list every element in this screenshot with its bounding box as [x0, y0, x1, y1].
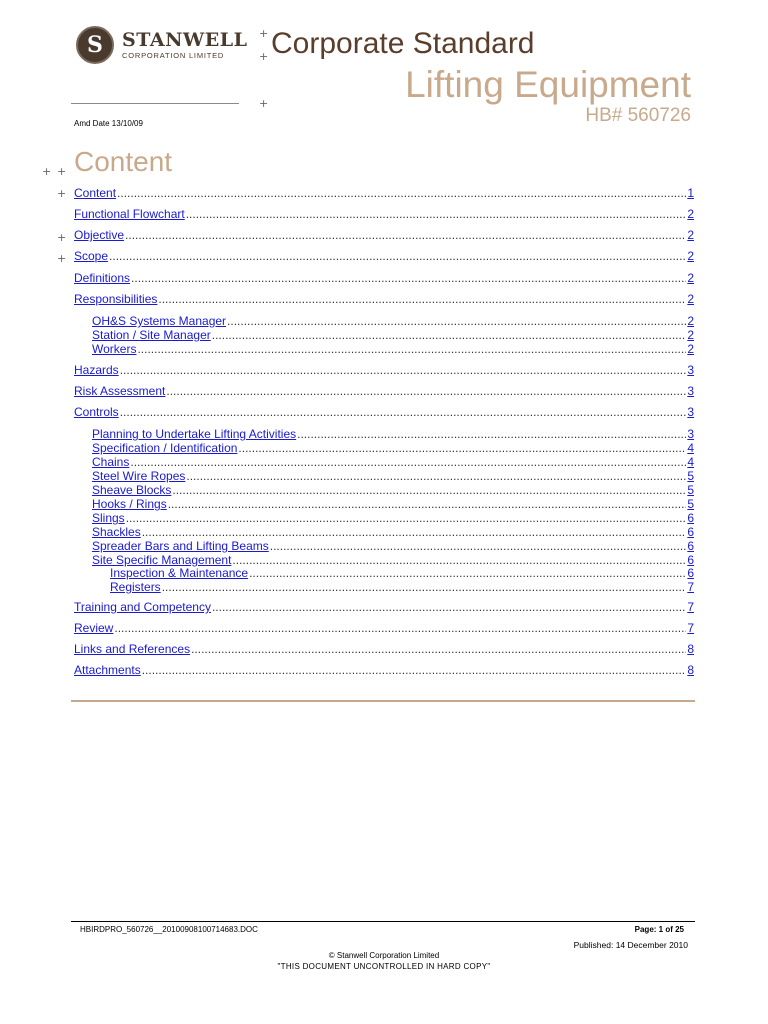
toc-entry[interactable]: [74, 292, 694, 306]
toc-entry[interactable]: [74, 314, 694, 328]
toc-dot-leader: [172, 483, 686, 497]
toc-entry-page-link[interactable]: 8: [687, 663, 694, 677]
footer-page-number: Page: 1 of 25: [634, 925, 684, 934]
toc-entry-page-link[interactable]: 3: [687, 384, 694, 398]
toc-entry[interactable]: [74, 525, 694, 539]
toc-entry[interactable]: [74, 427, 694, 441]
toc-dot-leader: [120, 405, 687, 419]
toc-entry-page-link[interactable]: 6: [687, 539, 694, 553]
footer-published-date: Published: 14 December 2010: [573, 940, 688, 950]
toc-entry-page-link[interactable]: 7: [687, 600, 694, 614]
toc-entry-page-link[interactable]: 5: [687, 483, 694, 497]
plus-marker-icon: +: [57, 165, 67, 178]
toc-entry[interactable]: [74, 539, 694, 553]
toc-entry-page-link[interactable]: 7: [687, 621, 694, 635]
logo-text: [122, 28, 248, 60]
toc-entry-title-link[interactable]: Shackles: [92, 525, 141, 539]
toc-dot-leader: [120, 363, 687, 377]
toc-dot-leader: [238, 441, 686, 455]
footer-copyright: © Stanwell Corporation Limited: [328, 951, 440, 960]
toc-entry-page-link[interactable]: 1: [687, 186, 694, 200]
toc-entry-page-link[interactable]: 5: [687, 497, 694, 511]
toc-dot-leader: [270, 539, 687, 553]
corporate-standard-title: Corporate Standard: [271, 27, 535, 60]
toc-dot-leader: [158, 292, 686, 306]
toc-entry-title-link[interactable]: Definitions: [74, 271, 131, 285]
toc-entry-page-link[interactable]: 3: [687, 427, 694, 441]
toc-dot-leader: [142, 525, 687, 539]
document-title: Lifting Equipment: [405, 64, 691, 105]
toc-entry-page-link[interactable]: 2: [687, 228, 694, 242]
plus-marker-icon: +: [57, 231, 67, 244]
toc-entry-title-link[interactable]: Spreader Bars and Lifting Beams: [92, 539, 269, 553]
toc-entry[interactable]: [74, 497, 694, 511]
toc-entry-title-link[interactable]: Hazards: [74, 363, 119, 377]
toc-entry-title-link[interactable]: Station / Site Manager: [92, 328, 211, 342]
toc-dot-leader: [227, 314, 686, 328]
plus-marker-icon: +: [259, 27, 269, 40]
toc-dot-leader: [249, 566, 686, 580]
toc-dot-leader: [168, 497, 687, 511]
toc-entry[interactable]: [74, 580, 694, 594]
plus-marker-icon: +: [57, 187, 67, 200]
toc-entry[interactable]: [74, 483, 694, 497]
toc-entry[interactable]: [74, 553, 694, 567]
toc-entry-page-link[interactable]: 2: [687, 314, 694, 328]
toc-dot-leader: [212, 600, 686, 614]
toc-entry-page-link[interactable]: 2: [687, 271, 694, 285]
toc-dot-leader: [125, 228, 686, 242]
toc-entry-page-link[interactable]: 2: [687, 292, 694, 306]
toc-entry[interactable]: [74, 469, 694, 483]
toc-dot-leader: [212, 328, 687, 342]
toc-entry-title-link[interactable]: Scope: [74, 249, 109, 263]
toc-dot-leader: [130, 455, 686, 469]
toc-dot-leader: [142, 663, 687, 677]
document-number: HB# 560726: [585, 105, 691, 126]
toc-entry-title-link[interactable]: Steel Wire Ropes: [92, 469, 186, 483]
toc-entry[interactable]: [74, 328, 694, 342]
toc-entry-title-link[interactable]: Objective: [74, 228, 125, 242]
toc-entry-page-link[interactable]: 2: [687, 249, 694, 263]
toc-entry-title-link[interactable]: Specification / Identification: [92, 441, 238, 455]
plus-marker-icon: +: [259, 97, 269, 110]
toc-entry[interactable]: [74, 207, 694, 221]
toc-entry[interactable]: [74, 621, 694, 635]
toc-entry-title-link[interactable]: Risk Assessment: [74, 384, 166, 398]
toc-entry[interactable]: [74, 663, 694, 677]
toc-entry[interactable]: [74, 600, 694, 614]
toc-entry-page-link[interactable]: 3: [687, 405, 694, 419]
toc-entry-page-link[interactable]: 6: [687, 553, 694, 567]
toc-dot-leader: [114, 621, 686, 635]
toc-entry-page-link[interactable]: 4: [687, 441, 694, 455]
logo-name: STANWELL: [122, 28, 248, 51]
footer-divider: [71, 921, 695, 922]
plus-marker-icon: +: [42, 165, 52, 178]
toc-entry-title-link[interactable]: Links and References: [74, 642, 191, 656]
toc-dot-leader: [126, 511, 687, 525]
toc-entry-title-link[interactable]: OH&S Systems Manager: [92, 314, 227, 328]
footer-filename: HBIRDPRO_560726__20100908100714683.DOC: [80, 925, 258, 934]
toc-entry-page-link[interactable]: 4: [687, 455, 694, 469]
toc-entry-title-link[interactable]: Workers: [92, 342, 137, 356]
toc-entry-page-link[interactable]: 2: [687, 328, 694, 342]
toc-entry-title-link[interactable]: Controls: [74, 405, 119, 419]
toc-entry[interactable]: [74, 511, 694, 525]
toc-dot-leader: [232, 553, 686, 567]
toc-entry-title-link[interactable]: Content: [74, 186, 117, 200]
toc-entry-title-link[interactable]: Responsibilities: [74, 292, 158, 306]
toc-entry[interactable]: [74, 186, 694, 200]
amendment-date: Amd Date 13/10/09: [74, 119, 143, 128]
content-heading: Content: [74, 146, 173, 177]
toc-dot-leader: [186, 207, 687, 221]
toc-dot-leader: [162, 580, 687, 594]
toc-entry[interactable]: [74, 271, 694, 285]
toc-dot-leader: [186, 469, 686, 483]
toc-entry-title-link[interactable]: Chains: [92, 455, 130, 469]
toc-entry-title-link[interactable]: Training and Competency: [74, 600, 211, 614]
toc-dot-leader: [109, 249, 686, 263]
toc-dot-leader: [166, 384, 686, 398]
stanwell-logo-icon: S: [76, 26, 114, 64]
toc-entry-title-link[interactable]: Functional Flowchart: [74, 207, 185, 221]
toc-entry-page-link[interactable]: 5: [687, 469, 694, 483]
toc-entry[interactable]: [74, 566, 694, 580]
toc-entry-title-link[interactable]: Site Specific Management: [92, 553, 232, 567]
toc-entry-page-link[interactable]: 8: [687, 642, 694, 656]
toc-entry[interactable]: [74, 405, 694, 419]
toc-entry[interactable]: [74, 642, 694, 656]
toc-dot-leader: [137, 342, 686, 356]
toc-entry-title-link[interactable]: Attachments: [74, 663, 141, 677]
toc-entry[interactable]: [74, 228, 694, 242]
toc-entry-title-link[interactable]: Hooks / Rings: [92, 497, 167, 511]
toc-entry-page-link[interactable]: 7: [687, 580, 694, 594]
toc-dot-leader: [131, 271, 686, 285]
logo-subtitle: CORPORATION LIMITED: [122, 50, 225, 60]
toc-entry[interactable]: [74, 384, 694, 398]
toc-entry-page-link[interactable]: 6: [687, 566, 694, 580]
plus-marker-icon: +: [259, 50, 269, 63]
toc-entry[interactable]: [74, 342, 694, 356]
toc-entry-page-link[interactable]: 2: [687, 342, 694, 356]
header-divider: [71, 103, 239, 104]
toc-bottom-divider: [71, 700, 695, 702]
toc-entry-page-link[interactable]: 6: [687, 511, 694, 525]
toc-entry-page-link[interactable]: 6: [687, 525, 694, 539]
plus-marker-icon: +: [57, 252, 67, 265]
toc-entry-title-link[interactable]: Sheave Blocks: [92, 483, 172, 497]
toc-dot-leader: [191, 642, 686, 656]
toc-entry[interactable]: [74, 363, 694, 377]
toc-entry-title-link[interactable]: Planning to Undertake Lifting Activities: [92, 427, 297, 441]
toc-entry-page-link[interactable]: 3: [687, 363, 694, 377]
footer-uncontrolled-notice: "THIS DOCUMENT UNCONTROLLED IN HARD COPY": [277, 962, 491, 971]
toc-entry-title-link[interactable]: Review: [74, 621, 114, 635]
stanwell-logo: [76, 26, 247, 64]
toc-entry-title-link[interactable]: Inspection & Maintenance: [110, 566, 249, 580]
toc-dot-leader: [297, 427, 686, 441]
toc-entry-title-link[interactable]: Slings: [92, 511, 125, 525]
toc-entry-title-link[interactable]: Registers: [110, 580, 161, 594]
toc-entry[interactable]: [74, 249, 694, 263]
toc-dot-leader: [117, 186, 686, 200]
toc-entry[interactable]: [74, 441, 694, 455]
toc-entry-page-link[interactable]: 2: [687, 207, 694, 221]
toc-entry[interactable]: [74, 455, 694, 469]
